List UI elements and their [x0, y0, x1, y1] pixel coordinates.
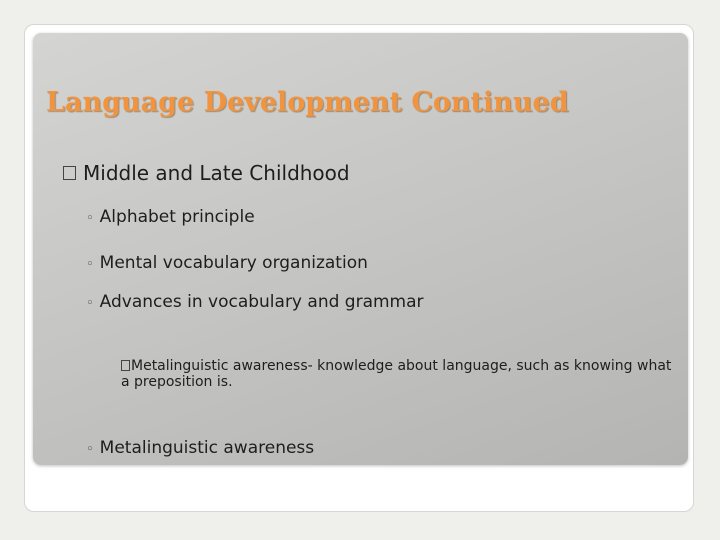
- bullet-text: Alphabet principle: [99, 207, 255, 227]
- bullet-text: Advances in vocabulary and grammar: [99, 292, 424, 312]
- bullet-advances-vocabulary: [86, 292, 424, 312]
- bullet-alphabet-principle: [86, 207, 255, 227]
- subpoint-text: Metalinguistic awareness- knowledge about language, such as knowing what a preposition is.: [121, 358, 672, 390]
- slide-panel: [33, 33, 688, 465]
- square-bullet-icon: [121, 360, 130, 371]
- ring-bullet-icon: ◦: [86, 211, 94, 226]
- ring-bullet-icon: ◦: [86, 257, 94, 272]
- bullet-text-middle-late-childhood: Middle and Late Childhood: [83, 161, 350, 185]
- bullet-text: Mental vocabulary organization: [99, 253, 368, 273]
- slide-title: Language Development Continued: [46, 87, 569, 118]
- bullet-level1: [63, 161, 350, 185]
- ring-bullet-icon: ◦: [86, 442, 94, 457]
- bullet-text: Metalinguistic awareness: [99, 438, 315, 458]
- bullet-mental-vocabulary: [86, 253, 368, 273]
- bullet-metalinguistic-awareness: [86, 438, 314, 458]
- subpoint-metalinguistic-definition: [121, 358, 681, 390]
- ring-bullet-icon: ◦: [86, 296, 94, 311]
- square-bullet-icon: [63, 166, 76, 180]
